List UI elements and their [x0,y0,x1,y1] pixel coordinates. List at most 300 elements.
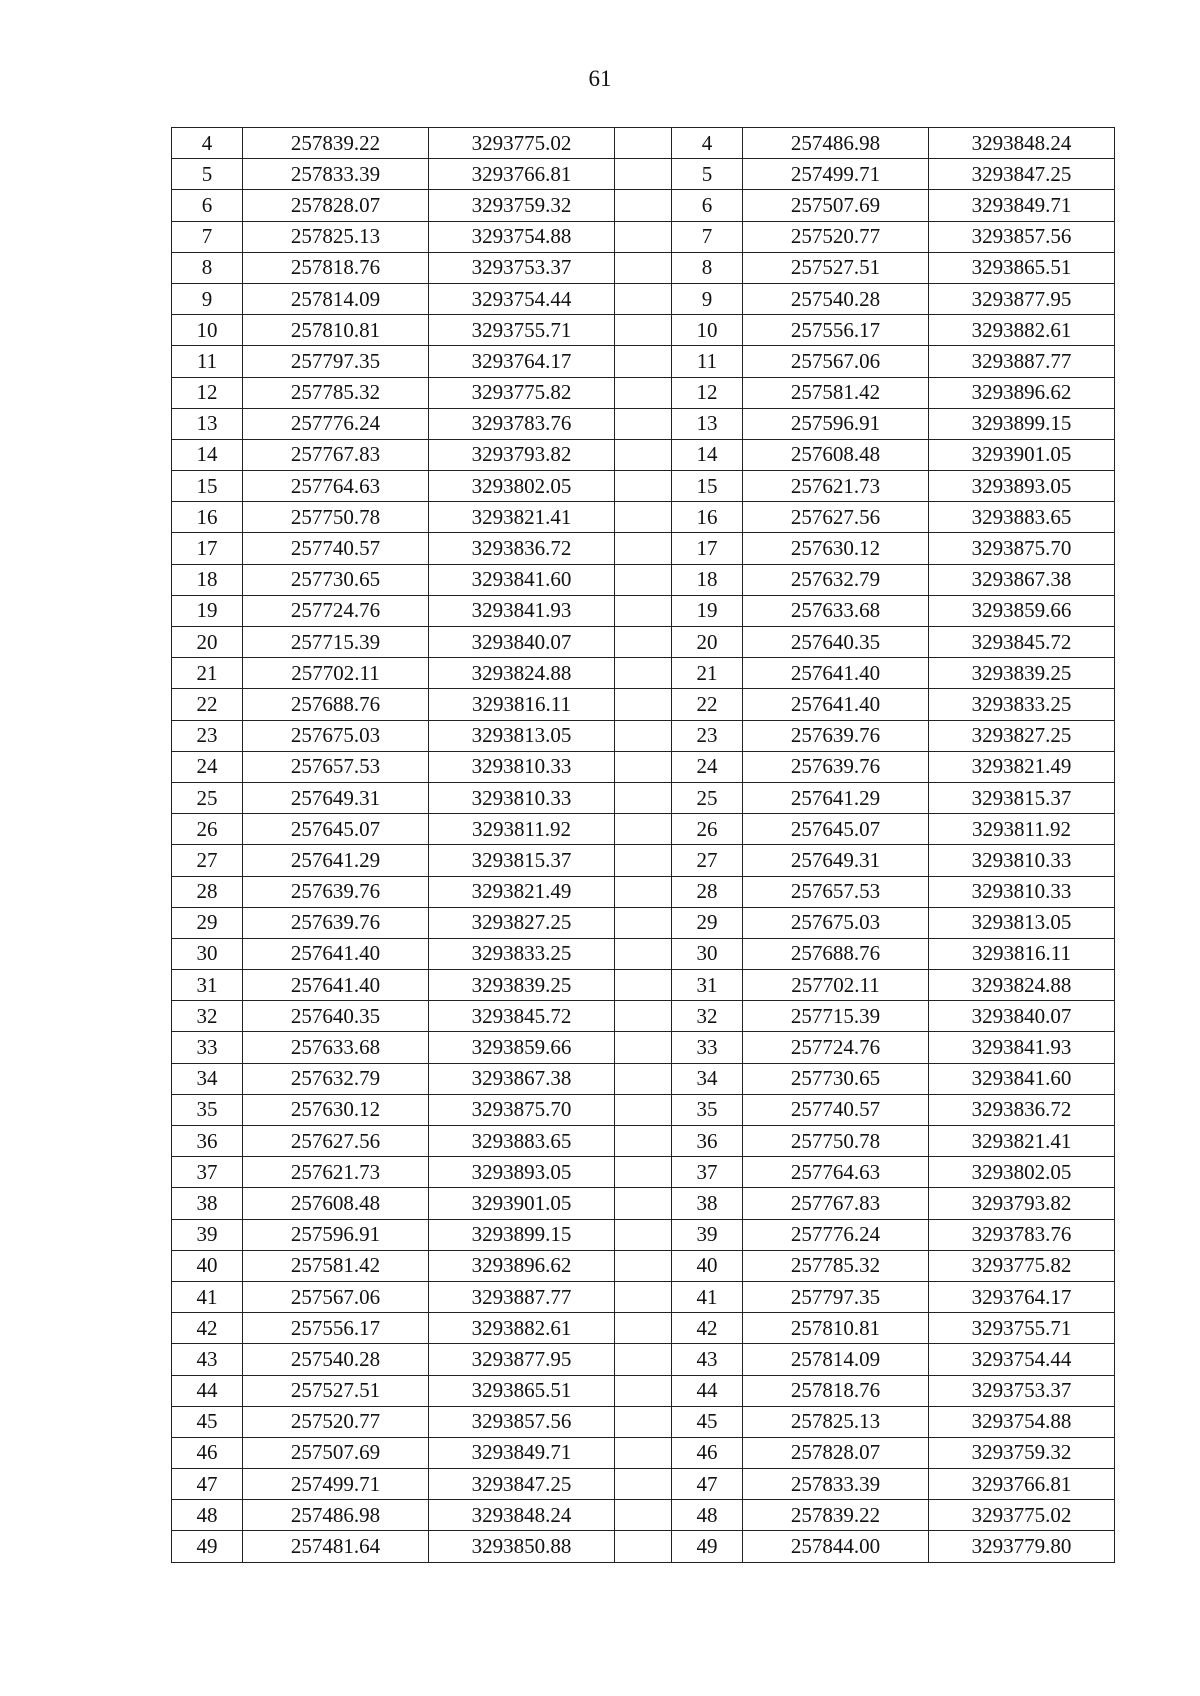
left-y-coordinate-cell: 3293802.05 [429,471,615,502]
left-x-coordinate-cell: 257767.83 [243,439,429,470]
right-x-coordinate-cell: 257507.69 [743,190,929,221]
left-point-number-cell: 27 [172,845,243,876]
left-x-coordinate-cell: 257556.17 [243,1313,429,1344]
gap-cell [615,658,672,689]
gap-cell [615,938,672,969]
left-y-coordinate-cell: 3293821.41 [429,502,615,533]
gap-cell [615,1375,672,1406]
right-point-number-cell: 22 [672,689,743,720]
left-x-coordinate-cell: 257702.11 [243,658,429,689]
right-x-coordinate-cell: 257608.48 [743,439,929,470]
gap-cell [615,1157,672,1188]
right-x-coordinate-cell: 257639.76 [743,720,929,751]
right-point-number-cell: 21 [672,658,743,689]
left-x-coordinate-cell: 257730.65 [243,564,429,595]
left-point-number-cell: 39 [172,1219,243,1250]
left-point-number-cell: 21 [172,658,243,689]
gap-cell [615,1313,672,1344]
coordinates-table-body [172,128,1115,1563]
right-x-coordinate-cell: 257764.63 [743,1157,929,1188]
table-row [172,408,1115,439]
gap-cell [615,128,672,159]
left-y-coordinate-cell: 3293850.88 [429,1531,615,1562]
left-point-number-cell: 46 [172,1437,243,1468]
right-x-coordinate-cell: 257641.40 [743,658,929,689]
gap-cell [615,845,672,876]
right-y-coordinate-cell: 3293779.80 [929,1531,1115,1562]
left-y-coordinate-cell: 3293840.07 [429,627,615,658]
right-point-number-cell: 26 [672,814,743,845]
right-x-coordinate-cell: 257750.78 [743,1126,929,1157]
gap-cell [615,1032,672,1063]
left-x-coordinate-cell: 257810.81 [243,315,429,346]
coordinates-table [171,127,1115,1563]
gap-cell [615,1469,672,1500]
left-x-coordinate-cell: 257641.40 [243,970,429,1001]
gap-cell [615,970,672,1001]
right-y-coordinate-cell: 3293857.56 [929,221,1115,252]
right-x-coordinate-cell: 257581.42 [743,377,929,408]
left-y-coordinate-cell: 3293896.62 [429,1250,615,1281]
right-x-coordinate-cell: 257527.51 [743,252,929,283]
left-x-coordinate-cell: 257639.76 [243,907,429,938]
gap-cell [615,814,672,845]
right-y-coordinate-cell: 3293899.15 [929,408,1115,439]
right-point-number-cell: 48 [672,1500,743,1531]
left-point-number-cell: 13 [172,408,243,439]
right-y-coordinate-cell: 3293815.37 [929,782,1115,813]
right-y-coordinate-cell: 3293836.72 [929,1094,1115,1125]
gap-cell [615,595,672,626]
right-point-number-cell: 15 [672,471,743,502]
right-point-number-cell: 37 [672,1157,743,1188]
left-y-coordinate-cell: 3293755.71 [429,315,615,346]
right-y-coordinate-cell: 3293859.66 [929,595,1115,626]
right-x-coordinate-cell: 257649.31 [743,845,929,876]
right-x-coordinate-cell: 257814.09 [743,1344,929,1375]
gap-cell [615,1063,672,1094]
table-row [172,845,1115,876]
right-x-coordinate-cell: 257833.39 [743,1469,929,1500]
left-x-coordinate-cell: 257499.71 [243,1469,429,1500]
left-point-number-cell: 49 [172,1531,243,1562]
left-y-coordinate-cell: 3293845.72 [429,1001,615,1032]
gap-cell [615,221,672,252]
right-point-number-cell: 5 [672,159,743,190]
left-x-coordinate-cell: 257785.32 [243,377,429,408]
right-x-coordinate-cell: 257657.53 [743,876,929,907]
left-point-number-cell: 16 [172,502,243,533]
right-y-coordinate-cell: 3293754.44 [929,1344,1115,1375]
table-row [172,1406,1115,1437]
gap-cell [615,1500,672,1531]
right-x-coordinate-cell: 257499.71 [743,159,929,190]
left-x-coordinate-cell: 257596.91 [243,1219,429,1250]
left-x-coordinate-cell: 257825.13 [243,221,429,252]
left-x-coordinate-cell: 257481.64 [243,1531,429,1562]
left-point-number-cell: 38 [172,1188,243,1219]
table-row [172,252,1115,283]
right-point-number-cell: 44 [672,1375,743,1406]
right-point-number-cell: 38 [672,1188,743,1219]
gap-cell [615,533,672,564]
left-y-coordinate-cell: 3293882.61 [429,1313,615,1344]
left-point-number-cell: 5 [172,159,243,190]
right-point-number-cell: 4 [672,128,743,159]
right-x-coordinate-cell: 257797.35 [743,1281,929,1312]
right-point-number-cell: 13 [672,408,743,439]
left-y-coordinate-cell: 3293793.82 [429,439,615,470]
gap-cell [615,1126,672,1157]
left-point-number-cell: 10 [172,315,243,346]
right-x-coordinate-cell: 257776.24 [743,1219,929,1250]
right-x-coordinate-cell: 257641.29 [743,782,929,813]
right-point-number-cell: 18 [672,564,743,595]
table-row [172,283,1115,314]
left-y-coordinate-cell: 3293775.82 [429,377,615,408]
left-point-number-cell: 11 [172,346,243,377]
right-point-number-cell: 39 [672,1219,743,1250]
left-point-number-cell: 4 [172,128,243,159]
table-row [172,876,1115,907]
table-row [172,1313,1115,1344]
right-point-number-cell: 17 [672,533,743,564]
left-y-coordinate-cell: 3293847.25 [429,1469,615,1500]
gap-cell [615,190,672,221]
gap-cell [615,315,672,346]
left-x-coordinate-cell: 257581.42 [243,1250,429,1281]
gap-cell [615,346,672,377]
left-x-coordinate-cell: 257645.07 [243,814,429,845]
right-point-number-cell: 41 [672,1281,743,1312]
right-x-coordinate-cell: 257632.79 [743,564,929,595]
gap-cell [615,1188,672,1219]
table-row [172,377,1115,408]
left-point-number-cell: 36 [172,1126,243,1157]
table-row [172,1032,1115,1063]
table-row [172,1469,1115,1500]
left-y-coordinate-cell: 3293875.70 [429,1094,615,1125]
right-x-coordinate-cell: 257675.03 [743,907,929,938]
left-y-coordinate-cell: 3293893.05 [429,1157,615,1188]
left-y-coordinate-cell: 3293833.25 [429,938,615,969]
left-point-number-cell: 41 [172,1281,243,1312]
left-y-coordinate-cell: 3293775.02 [429,128,615,159]
right-point-number-cell: 10 [672,315,743,346]
left-x-coordinate-cell: 257740.57 [243,533,429,564]
right-x-coordinate-cell: 257767.83 [743,1188,929,1219]
gap-cell [615,377,672,408]
left-y-coordinate-cell: 3293883.65 [429,1126,615,1157]
gap-cell [615,471,672,502]
left-point-number-cell: 48 [172,1500,243,1531]
left-y-coordinate-cell: 3293848.24 [429,1500,615,1531]
right-x-coordinate-cell: 257520.77 [743,221,929,252]
left-point-number-cell: 29 [172,907,243,938]
right-y-coordinate-cell: 3293816.11 [929,938,1115,969]
right-point-number-cell: 6 [672,190,743,221]
right-point-number-cell: 8 [672,252,743,283]
left-y-coordinate-cell: 3293877.95 [429,1344,615,1375]
left-y-coordinate-cell: 3293810.33 [429,751,615,782]
gap-cell [615,1001,672,1032]
table-row [172,720,1115,751]
right-x-coordinate-cell: 257540.28 [743,283,929,314]
left-y-coordinate-cell: 3293899.15 [429,1219,615,1250]
right-point-number-cell: 45 [672,1406,743,1437]
table-row [172,1531,1115,1562]
right-point-number-cell: 47 [672,1469,743,1500]
gap-cell [615,1531,672,1562]
left-y-coordinate-cell: 3293841.93 [429,595,615,626]
table-row [172,658,1115,689]
right-x-coordinate-cell: 257839.22 [743,1500,929,1531]
right-point-number-cell: 24 [672,751,743,782]
gap-cell [615,1437,672,1468]
right-y-coordinate-cell: 3293755.71 [929,1313,1115,1344]
left-y-coordinate-cell: 3293865.51 [429,1375,615,1406]
left-y-coordinate-cell: 3293753.37 [429,252,615,283]
right-x-coordinate-cell: 257567.06 [743,346,929,377]
right-point-number-cell: 35 [672,1094,743,1125]
left-x-coordinate-cell: 257639.76 [243,876,429,907]
left-x-coordinate-cell: 257621.73 [243,1157,429,1188]
left-point-number-cell: 19 [172,595,243,626]
right-y-coordinate-cell: 3293887.77 [929,346,1115,377]
gap-cell [615,1250,672,1281]
left-x-coordinate-cell: 257724.76 [243,595,429,626]
right-point-number-cell: 49 [672,1531,743,1562]
left-x-coordinate-cell: 257818.76 [243,252,429,283]
left-x-coordinate-cell: 257486.98 [243,1500,429,1531]
left-x-coordinate-cell: 257507.69 [243,1437,429,1468]
left-x-coordinate-cell: 257540.28 [243,1344,429,1375]
table-row [172,221,1115,252]
left-point-number-cell: 18 [172,564,243,595]
right-y-coordinate-cell: 3293893.05 [929,471,1115,502]
table-row [172,782,1115,813]
right-y-coordinate-cell: 3293875.70 [929,533,1115,564]
right-point-number-cell: 23 [672,720,743,751]
table-row [172,1375,1115,1406]
left-x-coordinate-cell: 257657.53 [243,751,429,782]
left-point-number-cell: 12 [172,377,243,408]
left-x-coordinate-cell: 257797.35 [243,346,429,377]
right-point-number-cell: 11 [672,346,743,377]
left-point-number-cell: 6 [172,190,243,221]
right-y-coordinate-cell: 3293759.32 [929,1437,1115,1468]
left-y-coordinate-cell: 3293839.25 [429,970,615,1001]
table-row [172,315,1115,346]
right-x-coordinate-cell: 257621.73 [743,471,929,502]
left-x-coordinate-cell: 257641.29 [243,845,429,876]
right-x-coordinate-cell: 257640.35 [743,627,929,658]
right-point-number-cell: 33 [672,1032,743,1063]
gap-cell [615,408,672,439]
left-y-coordinate-cell: 3293811.92 [429,814,615,845]
right-point-number-cell: 30 [672,938,743,969]
right-y-coordinate-cell: 3293793.82 [929,1188,1115,1219]
left-x-coordinate-cell: 257675.03 [243,720,429,751]
right-y-coordinate-cell: 3293841.93 [929,1032,1115,1063]
right-y-coordinate-cell: 3293840.07 [929,1001,1115,1032]
right-y-coordinate-cell: 3293833.25 [929,689,1115,720]
right-y-coordinate-cell: 3293867.38 [929,564,1115,595]
table-row [172,595,1115,626]
left-point-number-cell: 32 [172,1001,243,1032]
right-y-coordinate-cell: 3293753.37 [929,1375,1115,1406]
right-y-coordinate-cell: 3293821.49 [929,751,1115,782]
right-x-coordinate-cell: 257688.76 [743,938,929,969]
left-x-coordinate-cell: 257688.76 [243,689,429,720]
table-row [172,1094,1115,1125]
right-x-coordinate-cell: 257818.76 [743,1375,929,1406]
left-y-coordinate-cell: 3293816.11 [429,689,615,720]
right-point-number-cell: 16 [672,502,743,533]
left-point-number-cell: 25 [172,782,243,813]
left-point-number-cell: 28 [172,876,243,907]
right-y-coordinate-cell: 3293813.05 [929,907,1115,938]
table-row [172,159,1115,190]
right-y-coordinate-cell: 3293810.33 [929,845,1115,876]
table-row [172,1188,1115,1219]
left-y-coordinate-cell: 3293867.38 [429,1063,615,1094]
left-x-coordinate-cell: 257776.24 [243,408,429,439]
right-x-coordinate-cell: 257486.98 [743,128,929,159]
left-y-coordinate-cell: 3293783.76 [429,408,615,439]
left-y-coordinate-cell: 3293815.37 [429,845,615,876]
left-x-coordinate-cell: 257640.35 [243,1001,429,1032]
left-y-coordinate-cell: 3293821.49 [429,876,615,907]
table-row [172,533,1115,564]
left-point-number-cell: 7 [172,221,243,252]
right-y-coordinate-cell: 3293847.25 [929,159,1115,190]
table-row [172,1157,1115,1188]
table-row [172,439,1115,470]
right-point-number-cell: 42 [672,1313,743,1344]
table-row [172,1126,1115,1157]
left-point-number-cell: 34 [172,1063,243,1094]
gap-cell [615,751,672,782]
gap-cell [615,720,672,751]
right-y-coordinate-cell: 3293775.02 [929,1500,1115,1531]
table-row [172,128,1115,159]
left-y-coordinate-cell: 3293764.17 [429,346,615,377]
table-row [172,689,1115,720]
right-y-coordinate-cell: 3293775.82 [929,1250,1115,1281]
gap-cell [615,689,672,720]
left-x-coordinate-cell: 257632.79 [243,1063,429,1094]
left-point-number-cell: 30 [172,938,243,969]
gap-cell [615,502,672,533]
right-y-coordinate-cell: 3293883.65 [929,502,1115,533]
right-x-coordinate-cell: 257702.11 [743,970,929,1001]
left-x-coordinate-cell: 257520.77 [243,1406,429,1437]
table-row [172,471,1115,502]
left-point-number-cell: 40 [172,1250,243,1281]
right-y-coordinate-cell: 3293811.92 [929,814,1115,845]
gap-cell [615,1406,672,1437]
right-x-coordinate-cell: 257596.91 [743,408,929,439]
page-number: 61 [588,66,612,91]
gap-cell [615,1094,672,1125]
right-x-coordinate-cell: 257730.65 [743,1063,929,1094]
left-point-number-cell: 43 [172,1344,243,1375]
left-x-coordinate-cell: 257764.63 [243,471,429,502]
right-point-number-cell: 7 [672,221,743,252]
left-x-coordinate-cell: 257630.12 [243,1094,429,1125]
table-row [172,1500,1115,1531]
right-point-number-cell: 32 [672,1001,743,1032]
gap-cell [615,159,672,190]
right-x-coordinate-cell: 257715.39 [743,1001,929,1032]
right-x-coordinate-cell: 257556.17 [743,315,929,346]
left-x-coordinate-cell: 257627.56 [243,1126,429,1157]
table-row [172,1219,1115,1250]
right-y-coordinate-cell: 3293841.60 [929,1063,1115,1094]
left-x-coordinate-cell: 257814.09 [243,283,429,314]
right-point-number-cell: 40 [672,1250,743,1281]
left-x-coordinate-cell: 257649.31 [243,782,429,813]
right-y-coordinate-cell: 3293849.71 [929,190,1115,221]
left-x-coordinate-cell: 257527.51 [243,1375,429,1406]
right-point-number-cell: 36 [672,1126,743,1157]
left-y-coordinate-cell: 3293759.32 [429,190,615,221]
right-point-number-cell: 25 [672,782,743,813]
gap-cell [615,252,672,283]
table-row [172,1437,1115,1468]
right-y-coordinate-cell: 3293764.17 [929,1281,1115,1312]
right-point-number-cell: 34 [672,1063,743,1094]
left-x-coordinate-cell: 257633.68 [243,1032,429,1063]
left-point-number-cell: 23 [172,720,243,751]
gap-cell [615,907,672,938]
right-x-coordinate-cell: 257630.12 [743,533,929,564]
right-y-coordinate-cell: 3293901.05 [929,439,1115,470]
right-y-coordinate-cell: 3293896.62 [929,377,1115,408]
left-point-number-cell: 17 [172,533,243,564]
table-row [172,970,1115,1001]
left-x-coordinate-cell: 257828.07 [243,190,429,221]
gap-cell [615,1281,672,1312]
right-point-number-cell: 19 [672,595,743,626]
right-y-coordinate-cell: 3293802.05 [929,1157,1115,1188]
left-y-coordinate-cell: 3293813.05 [429,720,615,751]
right-x-coordinate-cell: 257627.56 [743,502,929,533]
table-row [172,1281,1115,1312]
right-point-number-cell: 14 [672,439,743,470]
left-y-coordinate-cell: 3293887.77 [429,1281,615,1312]
left-y-coordinate-cell: 3293857.56 [429,1406,615,1437]
table-row [172,1250,1115,1281]
right-y-coordinate-cell: 3293882.61 [929,315,1115,346]
left-point-number-cell: 31 [172,970,243,1001]
table-row [172,1063,1115,1094]
left-point-number-cell: 26 [172,814,243,845]
right-point-number-cell: 20 [672,627,743,658]
left-y-coordinate-cell: 3293824.88 [429,658,615,689]
table-row [172,938,1115,969]
left-point-number-cell: 14 [172,439,243,470]
right-x-coordinate-cell: 257828.07 [743,1437,929,1468]
right-y-coordinate-cell: 3293877.95 [929,283,1115,314]
right-x-coordinate-cell: 257645.07 [743,814,929,845]
left-point-number-cell: 44 [172,1375,243,1406]
left-x-coordinate-cell: 257750.78 [243,502,429,533]
left-y-coordinate-cell: 3293841.60 [429,564,615,595]
right-y-coordinate-cell: 3293845.72 [929,627,1115,658]
gap-cell [615,283,672,314]
